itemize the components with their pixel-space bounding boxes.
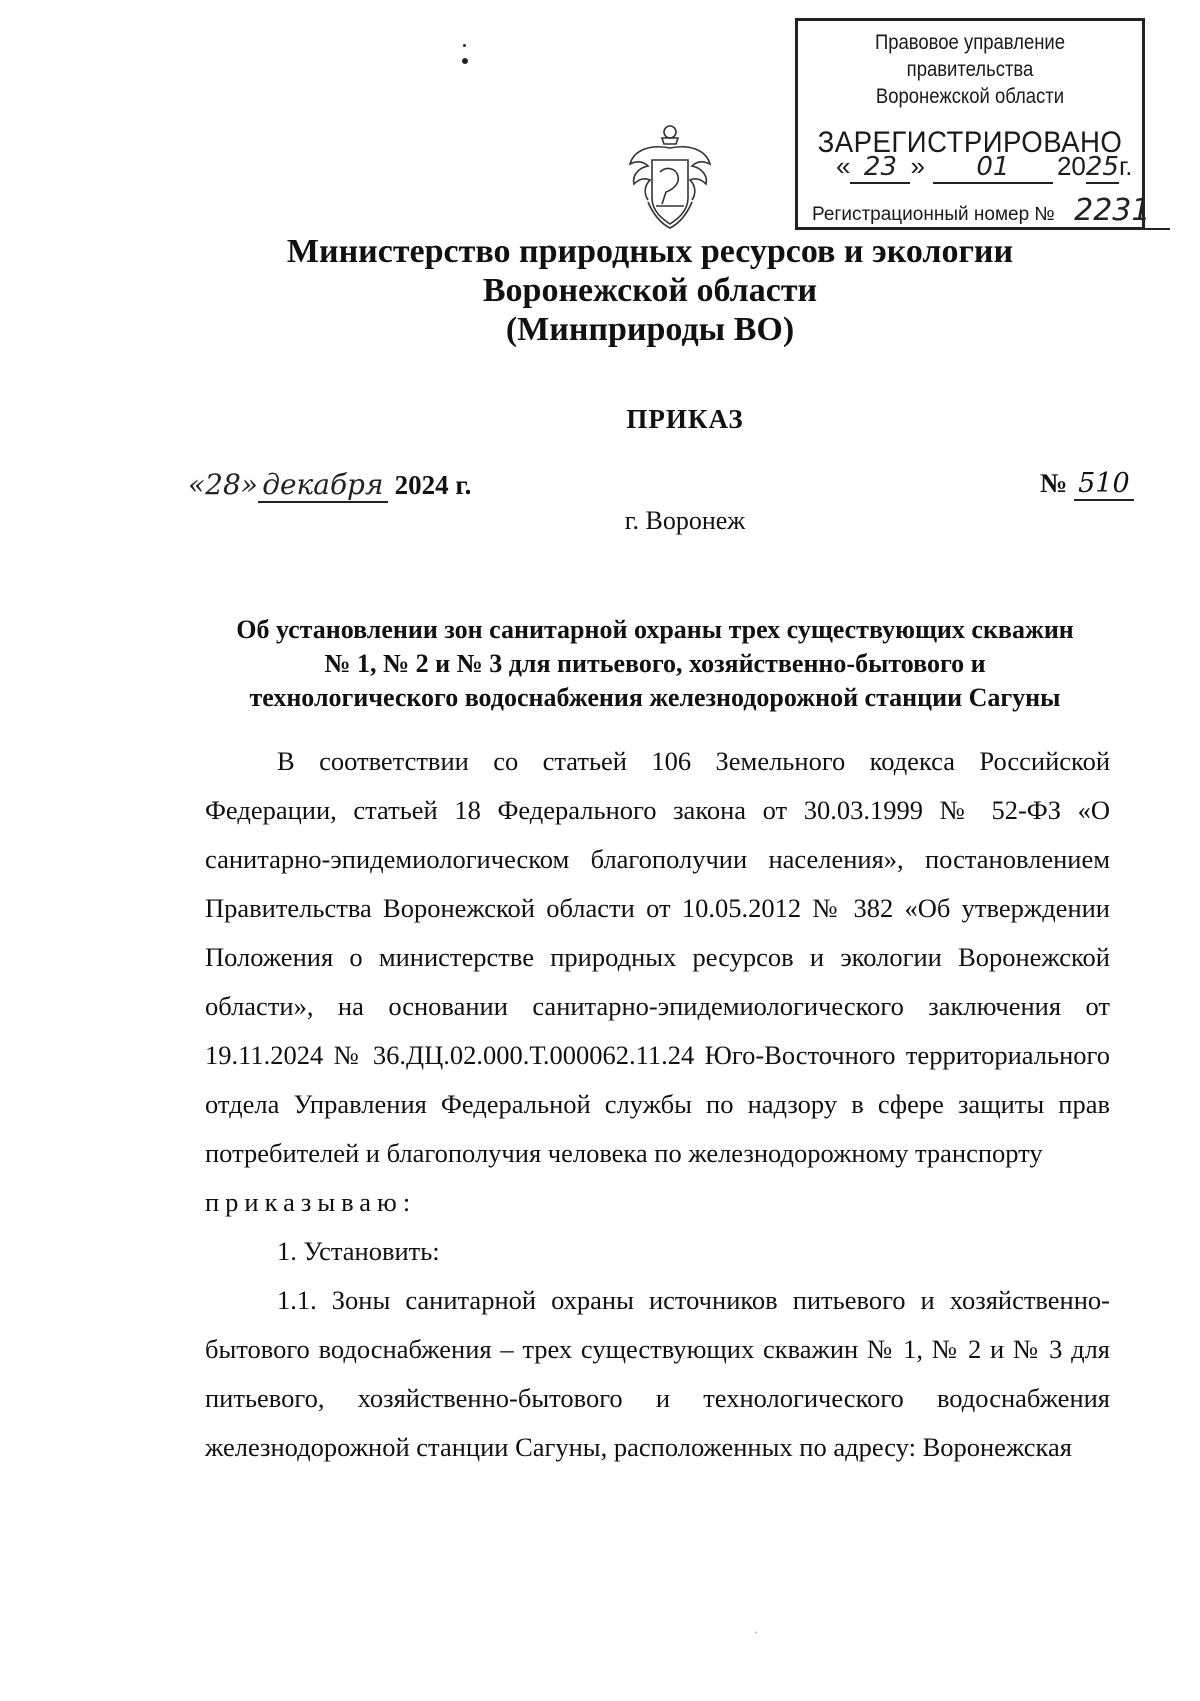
number-value: 510 — [1074, 468, 1134, 501]
registration-stamp — [795, 18, 1151, 230]
stamp-organization — [819, 29, 1122, 110]
ministry-header — [0, 232, 1200, 349]
stamp-reg-label: Регистрационный номер № — [812, 204, 1055, 225]
coat-of-arms-icon — [620, 120, 720, 230]
stamp-reg-number-row — [812, 193, 1170, 230]
stamp-org-line1: Правовое управление правительства — [874, 31, 1066, 81]
subject-line: Об установлении зон санитарной охраны трех существующих скважин — [236, 615, 1074, 644]
stamp-org-line2: Воронежской области — [875, 85, 1065, 108]
order-word: приказываю: — [205, 1187, 417, 1217]
stamp-month: 01 — [933, 152, 1053, 184]
stamp-status: ЗАРЕГИСТРИРОВАНО — [817, 126, 1123, 159]
stamp-date — [836, 151, 1133, 184]
number-label: № — [1040, 468, 1068, 498]
stamp-reg-number: 2231 — [1055, 193, 1170, 230]
date-year: 2024 г. — [394, 470, 472, 500]
stamp-year-mark: г. — [1118, 151, 1133, 181]
document-subject — [205, 613, 1105, 715]
date-day: «28» — [188, 468, 258, 501]
document-date — [188, 468, 471, 503]
date-month: декабря — [258, 468, 388, 503]
stamp-day: 23 — [850, 152, 910, 184]
stamp-year-suffix: 25 — [1085, 152, 1119, 182]
item-1-1: 1.1. Зоны санитарной охраны источников питьевого и хозяйственно-бытового водоснабжения – трех существующих скважин № 1, № 2 и № 3 для питьевого, хозяйственно-бытового и технологического водоснабжения железнодорожной станции Сагуны, расположенных по адресу: Воронежская — [205, 1285, 1110, 1462]
document-number — [1040, 468, 1134, 501]
preamble-paragraph: В соответствии со статьей 106 Земельного кодекса Российской Федерации, статьей 18 Федерального закона от 30.03.1999 № 52-ФЗ «О санитарно-эпидемиологическом благополучии населения», постановлением Правительства Воронежской области от 10.05.2012 № 382 «Об утверждении Положения о министерстве природных ресурсов и экологии Воронежской области», на основании санитарно-эпидемиологического заключения от 19.11.2024 № 36.ДЦ.02.000.Т.000062.11.24 Юго-Восточного территориального отдела Управления Федеральной службы по надзору в сфере защиты прав потребителей и благополучия человека по железнодорожному транспорту — [205, 746, 1110, 1168]
scan-mark: · — [754, 1625, 758, 1639]
ministry-region: Воронежской области — [482, 272, 818, 309]
document-type: ПРИКАЗ — [626, 404, 744, 434]
document-body — [205, 737, 1110, 1472]
subject-line: № 1, № 2 и № 3 для питьевого, хозяйственно-бытового и — [324, 649, 986, 678]
page-mark-dot — [462, 58, 468, 64]
stamp-close-quote: » — [910, 151, 925, 181]
stamp-year-prefix: 20 — [1056, 151, 1086, 181]
ministry-short-name: (Минприроды ВО) — [505, 311, 795, 348]
ministry-name: Министерство природных ресурсов и экологии — [286, 233, 1014, 270]
page-mark-dot — [463, 44, 466, 47]
document-city: г. Воронеж — [624, 506, 746, 535]
stamp-open-quote: « — [836, 151, 851, 181]
item-1: 1. Установить: — [277, 1236, 440, 1266]
subject-line: технологического водоснабжения железнодорожной станции Сагуны — [249, 683, 1061, 712]
